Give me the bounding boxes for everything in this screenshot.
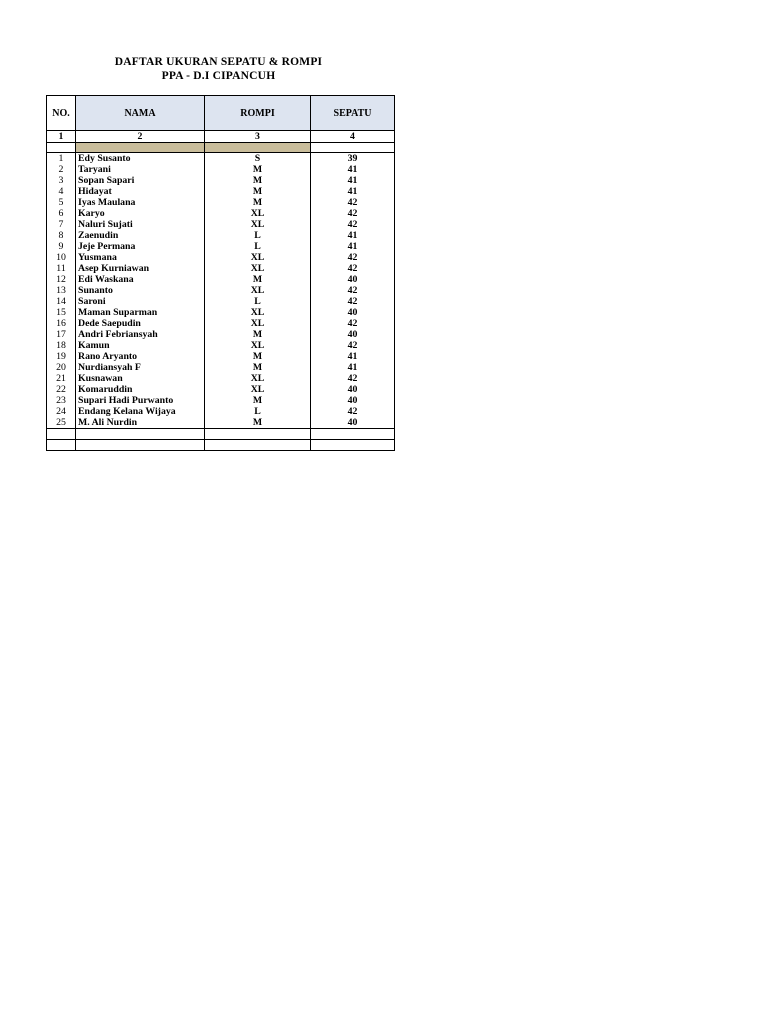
row-name: Iyas Maulana xyxy=(76,197,205,208)
row-rompi-size: XL xyxy=(205,263,311,274)
row-rompi-size: XL xyxy=(205,285,311,296)
row-number: 18 xyxy=(47,340,76,351)
row-rompi-size: XL xyxy=(205,340,311,351)
header-no: NO. xyxy=(47,96,76,131)
table-row xyxy=(47,351,395,362)
row-rompi-size: M xyxy=(205,329,311,340)
row-number: 16 xyxy=(47,318,76,329)
column-number: 1 xyxy=(47,131,76,143)
row-number: 14 xyxy=(47,296,76,307)
row-sepatu-size: 42 xyxy=(311,252,395,263)
row-name: Dede Saepudin xyxy=(76,318,205,329)
header-nama: NAMA xyxy=(76,96,205,131)
row-sepatu-size: 42 xyxy=(311,285,395,296)
row-name: Zaenudin xyxy=(76,230,205,241)
row-rompi-size: XL xyxy=(205,373,311,384)
row-number: 25 xyxy=(47,417,76,429)
row-number: 10 xyxy=(47,252,76,263)
table-row xyxy=(47,296,395,307)
row-rompi-size: M xyxy=(205,395,311,406)
empty-cell xyxy=(205,429,311,440)
spacer-row xyxy=(47,143,395,153)
highlight-cell xyxy=(205,143,311,153)
header-rompi: ROMPI xyxy=(205,96,311,131)
table-row xyxy=(47,164,395,175)
row-rompi-size: XL xyxy=(205,208,311,219)
row-name: Edy Susanto xyxy=(76,153,205,165)
row-sepatu-size: 42 xyxy=(311,296,395,307)
row-name: Saroni xyxy=(76,296,205,307)
row-rompi-size: S xyxy=(205,153,311,165)
table-row xyxy=(47,274,395,285)
table-row xyxy=(47,219,395,230)
row-number: 24 xyxy=(47,406,76,417)
spacer-cell xyxy=(47,143,76,153)
row-name: Endang Kelana Wijaya xyxy=(76,406,205,417)
header-sepatu: SEPATU xyxy=(311,96,395,131)
table-body xyxy=(47,153,395,429)
row-name: Kusnawan xyxy=(76,373,205,384)
row-name: Naluri Sujati xyxy=(76,219,205,230)
row-number: 2 xyxy=(47,164,76,175)
table-row xyxy=(47,373,395,384)
row-number: 17 xyxy=(47,329,76,340)
row-rompi-size: M xyxy=(205,175,311,186)
row-sepatu-size: 41 xyxy=(311,164,395,175)
row-number: 5 xyxy=(47,197,76,208)
row-rompi-size: M xyxy=(205,274,311,285)
empty-cell xyxy=(205,440,311,451)
row-rompi-size: XL xyxy=(205,318,311,329)
row-name: Nurdiansyah F xyxy=(76,362,205,373)
table-row xyxy=(47,285,395,296)
row-rompi-size: M xyxy=(205,197,311,208)
row-rompi-size: M xyxy=(205,164,311,175)
row-name: Edi Waskana xyxy=(76,274,205,285)
table-row xyxy=(47,406,395,417)
row-number: 20 xyxy=(47,362,76,373)
row-rompi-size: XL xyxy=(205,307,311,318)
row-number: 6 xyxy=(47,208,76,219)
row-rompi-size: L xyxy=(205,241,311,252)
row-number: 21 xyxy=(47,373,76,384)
row-rompi-size: M xyxy=(205,351,311,362)
title-line-1: DAFTAR UKURAN SEPATU & ROMPI xyxy=(114,56,323,68)
table-row xyxy=(47,186,395,197)
row-sepatu-size: 41 xyxy=(311,351,395,362)
row-name: Maman Suparman xyxy=(76,307,205,318)
highlight-cell xyxy=(76,143,205,153)
row-sepatu-size: 40 xyxy=(311,329,395,340)
row-sepatu-size: 42 xyxy=(311,263,395,274)
row-number: 9 xyxy=(47,241,76,252)
table-row xyxy=(47,307,395,318)
row-rompi-size: L xyxy=(205,296,311,307)
column-number: 3 xyxy=(205,131,311,143)
empty-cell xyxy=(76,440,205,451)
row-name: Sunanto xyxy=(76,285,205,296)
row-rompi-size: M xyxy=(205,362,311,373)
table-row xyxy=(47,395,395,406)
row-sepatu-size: 40 xyxy=(311,274,395,285)
row-name: Komaruddin xyxy=(76,384,205,395)
empty-cell xyxy=(47,429,76,440)
table-row xyxy=(47,362,395,373)
empty-cell xyxy=(311,429,395,440)
row-rompi-size: XL xyxy=(205,384,311,395)
row-name: Supari Hadi Purwanto xyxy=(76,395,205,406)
row-name: Asep Kurniawan xyxy=(76,263,205,274)
row-rompi-size: M xyxy=(205,417,311,429)
row-sepatu-size: 40 xyxy=(311,417,395,429)
row-sepatu-size: 41 xyxy=(311,175,395,186)
table-row xyxy=(47,230,395,241)
table-row xyxy=(47,340,395,351)
row-sepatu-size: 42 xyxy=(311,406,395,417)
row-number: 23 xyxy=(47,395,76,406)
row-sepatu-size: 42 xyxy=(311,208,395,219)
row-number: 4 xyxy=(47,186,76,197)
column-number: 4 xyxy=(311,131,395,143)
row-rompi-size: M xyxy=(205,186,311,197)
row-name: Rano Aryanto xyxy=(76,351,205,362)
row-name: Sopan Sapari xyxy=(76,175,205,186)
empty-cell xyxy=(47,440,76,451)
table-row xyxy=(47,252,395,263)
row-sepatu-size: 42 xyxy=(311,197,395,208)
row-name: Kamun xyxy=(76,340,205,351)
row-number: 11 xyxy=(47,263,76,274)
row-sepatu-size: 42 xyxy=(311,340,395,351)
table-empty-rows xyxy=(47,429,395,451)
row-rompi-size: L xyxy=(205,230,311,241)
row-rompi-size: L xyxy=(205,406,311,417)
table-row xyxy=(47,175,395,186)
row-name: Andri Febriansyah xyxy=(76,329,205,340)
empty-cell xyxy=(76,429,205,440)
row-name: Hidayat xyxy=(76,186,205,197)
row-sepatu-size: 41 xyxy=(311,186,395,197)
row-sepatu-size: 41 xyxy=(311,362,395,373)
row-sepatu-size: 41 xyxy=(311,230,395,241)
row-number: 3 xyxy=(47,175,76,186)
row-sepatu-size: 42 xyxy=(311,318,395,329)
row-number: 19 xyxy=(47,351,76,362)
row-number: 1 xyxy=(47,153,76,165)
size-table xyxy=(46,95,395,451)
row-number: 15 xyxy=(47,307,76,318)
document-title xyxy=(46,55,391,83)
empty-row xyxy=(47,429,395,440)
table-row xyxy=(47,208,395,219)
table-row xyxy=(47,417,395,429)
row-rompi-size: XL xyxy=(205,252,311,263)
row-sepatu-size: 42 xyxy=(311,219,395,230)
table-row xyxy=(47,384,395,395)
empty-row xyxy=(47,440,395,451)
row-sepatu-size: 41 xyxy=(311,241,395,252)
table-row xyxy=(47,318,395,329)
header-row xyxy=(47,96,395,131)
row-name: Taryani xyxy=(76,164,205,175)
row-number: 22 xyxy=(47,384,76,395)
row-sepatu-size: 39 xyxy=(311,153,395,165)
row-number: 8 xyxy=(47,230,76,241)
title-line-2: PPA - D.I CIPANCUH xyxy=(161,70,276,82)
row-name: M. Ali Nurdin xyxy=(76,417,205,429)
row-name: Karyo xyxy=(76,208,205,219)
row-sepatu-size: 40 xyxy=(311,395,395,406)
row-name: Yusmana xyxy=(76,252,205,263)
row-sepatu-size: 40 xyxy=(311,384,395,395)
table-row xyxy=(47,329,395,340)
row-number: 7 xyxy=(47,219,76,230)
table-row xyxy=(47,197,395,208)
row-name: Jeje Permana xyxy=(76,241,205,252)
column-number-row xyxy=(47,131,395,143)
row-sepatu-size: 42 xyxy=(311,373,395,384)
table-row xyxy=(47,153,395,165)
row-number: 13 xyxy=(47,285,76,296)
spacer-cell xyxy=(311,143,395,153)
row-sepatu-size: 40 xyxy=(311,307,395,318)
row-number: 12 xyxy=(47,274,76,285)
row-rompi-size: XL xyxy=(205,219,311,230)
empty-cell xyxy=(311,440,395,451)
column-number: 2 xyxy=(76,131,205,143)
table-row xyxy=(47,241,395,252)
table-row xyxy=(47,263,395,274)
